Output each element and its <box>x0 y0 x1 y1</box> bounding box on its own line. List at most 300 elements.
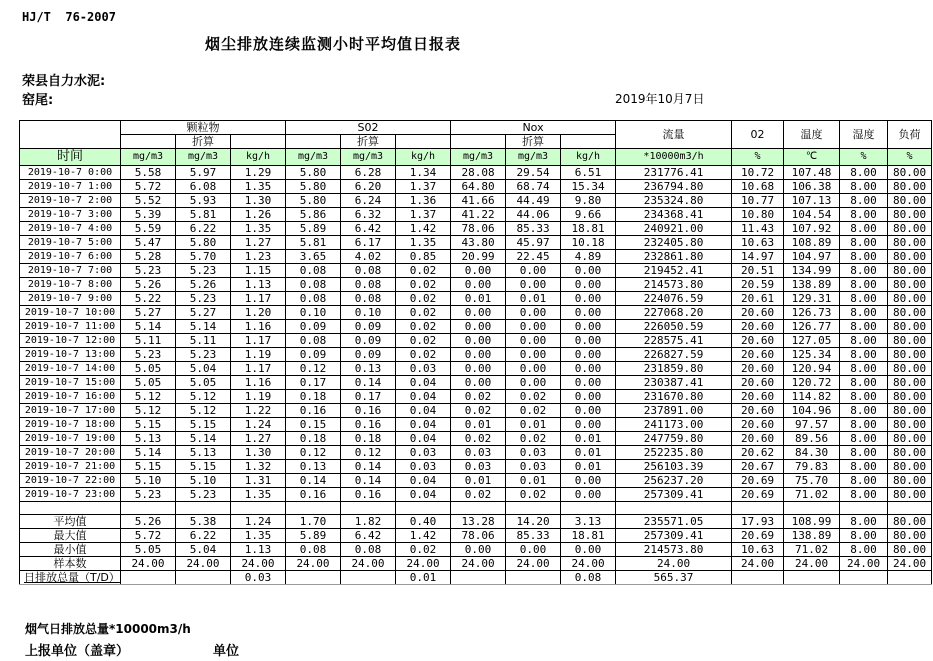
time-cell: 2019-10-7 15:00 <box>20 376 121 390</box>
value-cell: 8.00 <box>840 334 888 348</box>
value-cell: 80.00 <box>888 376 932 390</box>
value-cell: 1.19 <box>231 348 286 362</box>
value-cell: 0.03 <box>506 460 561 474</box>
value-cell: 231859.80 <box>616 362 732 376</box>
value-cell: 5.11 <box>176 334 231 348</box>
value-cell: 106.38 <box>784 180 840 194</box>
summary-value-cell: 0.03 <box>231 571 286 585</box>
unit-load: % <box>888 149 932 166</box>
time-cell: 2019-10-7 1:00 <box>20 180 121 194</box>
value-cell: 5.52 <box>121 194 176 208</box>
summary-value-cell: 24.00 <box>561 557 616 571</box>
summary-value-cell: 24.00 <box>451 557 506 571</box>
value-cell: 20.60 <box>732 320 784 334</box>
summary-value-cell: 1.24 <box>231 515 286 529</box>
value-cell: 20.60 <box>732 418 784 432</box>
value-cell: 20.60 <box>732 306 784 320</box>
value-cell: 80.00 <box>888 208 932 222</box>
value-cell: 0.00 <box>561 264 616 278</box>
value-cell: 0.03 <box>396 362 451 376</box>
value-cell: 5.23 <box>176 292 231 306</box>
value-cell: 0.02 <box>451 404 506 418</box>
value-cell: 8.00 <box>840 306 888 320</box>
value-cell: 5.70 <box>176 250 231 264</box>
value-cell: 0.02 <box>396 334 451 348</box>
value-cell: 5.23 <box>176 348 231 362</box>
value-cell: 0.00 <box>506 376 561 390</box>
table-row <box>20 250 932 264</box>
value-cell: 0.16 <box>286 488 341 502</box>
value-cell: 0.08 <box>341 278 396 292</box>
unit-pm-converted: mg/m3 <box>176 149 231 166</box>
value-cell: 241173.00 <box>616 418 732 432</box>
value-cell: 44.06 <box>506 208 561 222</box>
value-cell: 5.15 <box>176 460 231 474</box>
value-cell: 0.01 <box>561 432 616 446</box>
value-cell: 8.00 <box>840 488 888 502</box>
value-cell: 8.00 <box>840 250 888 264</box>
summary-value-cell: 565.37 <box>616 571 732 585</box>
value-cell: 80.00 <box>888 446 932 460</box>
value-cell: 5.47 <box>121 236 176 250</box>
value-cell: 240921.00 <box>616 222 732 236</box>
summary-label: 最大值 <box>20 529 121 543</box>
value-cell: 28.08 <box>451 166 506 180</box>
value-cell: 0.01 <box>451 474 506 488</box>
value-cell: 5.59 <box>121 222 176 236</box>
summary-value-cell: 8.00 <box>840 515 888 529</box>
value-cell: 1.30 <box>231 446 286 460</box>
value-cell: 1.16 <box>231 376 286 390</box>
value-cell: 41.22 <box>451 208 506 222</box>
summary-value-cell: 78.06 <box>451 529 506 543</box>
summary-value-cell <box>506 571 561 585</box>
value-cell: 20.60 <box>732 348 784 362</box>
value-cell: 1.29 <box>231 166 286 180</box>
value-cell: 227068.20 <box>616 306 732 320</box>
value-cell: 0.02 <box>506 390 561 404</box>
summary-value-cell: 24.00 <box>732 557 784 571</box>
value-cell: 0.18 <box>286 432 341 446</box>
summary-label: 平均值 <box>20 515 121 529</box>
value-cell: 120.94 <box>784 362 840 376</box>
empty-cell <box>121 502 176 515</box>
summary-value-cell: 214573.80 <box>616 543 732 557</box>
value-cell: 228575.41 <box>616 334 732 348</box>
value-cell: 5.80 <box>176 236 231 250</box>
time-cell: 2019-10-7 12:00 <box>20 334 121 348</box>
value-cell: 0.02 <box>451 390 506 404</box>
value-cell: 1.27 <box>231 236 286 250</box>
unit-o2: % <box>732 149 784 166</box>
value-cell: 5.14 <box>176 320 231 334</box>
time-cell: 2019-10-7 9:00 <box>20 292 121 306</box>
summary-value-cell: 24.00 <box>888 557 932 571</box>
value-cell: 107.92 <box>784 222 840 236</box>
table-row <box>20 418 932 432</box>
value-cell: 108.89 <box>784 236 840 250</box>
col-humidity: 湿度 <box>840 121 888 149</box>
value-cell: 219452.41 <box>616 264 732 278</box>
summary-value-cell: 8.00 <box>840 543 888 557</box>
value-cell: 8.00 <box>840 390 888 404</box>
value-cell: 0.00 <box>561 334 616 348</box>
value-cell: 0.02 <box>506 488 561 502</box>
summary-value-cell: 5.38 <box>176 515 231 529</box>
summary-value-cell: 0.08 <box>286 543 341 557</box>
value-cell: 0.12 <box>341 446 396 460</box>
value-cell: 8.00 <box>840 194 888 208</box>
unit-nox-converted: mg/m3 <box>506 149 561 166</box>
value-cell: 4.02 <box>341 250 396 264</box>
value-cell: 236794.80 <box>616 180 732 194</box>
summary-value-cell: 80.00 <box>888 543 932 557</box>
value-cell: 104.96 <box>784 404 840 418</box>
col-o2: 02 <box>732 121 784 149</box>
empty-cell <box>286 502 341 515</box>
col-temperature: 温度 <box>784 121 840 149</box>
value-cell: 1.31 <box>231 474 286 488</box>
value-cell: 1.22 <box>231 404 286 418</box>
page-title: 烟尘排放连续监测小时平均值日报表 <box>205 35 462 53</box>
summary-row <box>20 571 932 585</box>
value-cell: 0.00 <box>506 362 561 376</box>
value-cell: 0.08 <box>341 264 396 278</box>
report-date: 2019年10月7日 <box>615 92 705 106</box>
summary-value-cell: 0.00 <box>506 543 561 557</box>
value-cell: 0.08 <box>286 292 341 306</box>
value-cell: 0.02 <box>396 278 451 292</box>
value-cell: 0.08 <box>286 334 341 348</box>
empty-cell <box>176 502 231 515</box>
value-cell: 15.34 <box>561 180 616 194</box>
value-cell: 0.00 <box>561 404 616 418</box>
value-cell: 230387.41 <box>616 376 732 390</box>
value-cell: 0.14 <box>341 460 396 474</box>
value-cell: 0.18 <box>341 432 396 446</box>
summary-value-cell: 24.00 <box>506 557 561 571</box>
value-cell: 45.97 <box>506 236 561 250</box>
value-cell: 0.14 <box>341 376 396 390</box>
value-cell: 6.08 <box>176 180 231 194</box>
summary-value-cell: 0.08 <box>561 571 616 585</box>
value-cell: 8.00 <box>840 292 888 306</box>
value-cell: 0.18 <box>286 390 341 404</box>
summary-row <box>20 515 932 529</box>
value-cell: 0.00 <box>451 320 506 334</box>
value-cell: 11.43 <box>732 222 784 236</box>
time-cell: 2019-10-7 22:00 <box>20 474 121 488</box>
value-cell: 20.60 <box>732 376 784 390</box>
col-flow: 流量 <box>616 121 732 149</box>
time-cell: 2019-10-7 4:00 <box>20 222 121 236</box>
summary-value-cell: 24.00 <box>396 557 451 571</box>
value-cell: 84.30 <box>784 446 840 460</box>
summary-value-cell: 5.72 <box>121 529 176 543</box>
empty-cell <box>840 502 888 515</box>
value-cell: 1.35 <box>231 180 286 194</box>
value-cell: 44.49 <box>506 194 561 208</box>
value-cell: 10.63 <box>732 236 784 250</box>
summary-value-cell: 24.00 <box>176 557 231 571</box>
summary-value-cell: 20.69 <box>732 529 784 543</box>
value-cell: 235324.80 <box>616 194 732 208</box>
value-cell: 80.00 <box>888 278 932 292</box>
summary-value-cell: 1.82 <box>341 515 396 529</box>
value-cell: 41.66 <box>451 194 506 208</box>
summary-value-cell <box>176 571 231 585</box>
value-cell: 0.00 <box>561 390 616 404</box>
summary-value-cell: 235571.05 <box>616 515 732 529</box>
empty-cell <box>732 502 784 515</box>
unit-nox-mgm3: mg/m3 <box>451 149 506 166</box>
value-cell: 0.01 <box>506 474 561 488</box>
value-cell: 0.00 <box>451 362 506 376</box>
value-cell: 0.14 <box>341 474 396 488</box>
table-row <box>20 320 932 334</box>
summary-value-cell: 108.99 <box>784 515 840 529</box>
value-cell: 5.58 <box>121 166 176 180</box>
time-cell: 2019-10-7 5:00 <box>20 236 121 250</box>
value-cell: 5.80 <box>286 166 341 180</box>
summary-value-cell: 1.35 <box>231 529 286 543</box>
summary-value-cell <box>784 571 840 585</box>
summary-value-cell: 14.20 <box>506 515 561 529</box>
value-cell: 0.09 <box>341 348 396 362</box>
table-row <box>20 404 932 418</box>
value-cell: 8.00 <box>840 446 888 460</box>
time-header-spacer <box>20 121 121 149</box>
empty-cell <box>784 502 840 515</box>
summary-value-cell: 24.00 <box>616 557 732 571</box>
value-cell: 107.13 <box>784 194 840 208</box>
time-cell: 2019-10-7 23:00 <box>20 488 121 502</box>
time-cell: 2019-10-7 17:00 <box>20 404 121 418</box>
header-row-groups <box>20 121 932 135</box>
summary-value-cell: 24.00 <box>121 557 176 571</box>
value-cell: 80.00 <box>888 390 932 404</box>
time-cell: 2019-10-7 16:00 <box>20 390 121 404</box>
value-cell: 5.23 <box>121 264 176 278</box>
value-cell: 0.09 <box>286 348 341 362</box>
value-cell: 20.69 <box>732 488 784 502</box>
value-cell: 0.12 <box>286 446 341 460</box>
value-cell: 8.00 <box>840 264 888 278</box>
value-cell: 0.04 <box>396 488 451 502</box>
summary-label: 日排放总量（T/D） <box>20 571 121 585</box>
value-cell: 125.34 <box>784 348 840 362</box>
value-cell: 18.81 <box>561 222 616 236</box>
value-cell: 0.03 <box>396 460 451 474</box>
value-cell: 138.89 <box>784 278 840 292</box>
summary-value-cell: 5.04 <box>176 543 231 557</box>
table-row <box>20 348 932 362</box>
value-cell: 5.12 <box>121 404 176 418</box>
summary-value-cell: 24.00 <box>784 557 840 571</box>
value-cell: 0.16 <box>341 488 396 502</box>
value-cell: 0.08 <box>286 278 341 292</box>
time-cell: 2019-10-7 6:00 <box>20 250 121 264</box>
value-cell: 0.00 <box>561 376 616 390</box>
value-cell: 8.00 <box>840 208 888 222</box>
value-cell: 0.17 <box>341 390 396 404</box>
value-cell: 20.60 <box>732 404 784 418</box>
col-group-particulate: 颗粒物 <box>121 121 286 135</box>
value-cell: 0.16 <box>341 404 396 418</box>
value-cell: 234368.41 <box>616 208 732 222</box>
value-cell: 85.33 <box>506 222 561 236</box>
value-cell: 5.14 <box>176 432 231 446</box>
value-cell: 0.03 <box>451 460 506 474</box>
value-cell: 10.77 <box>732 194 784 208</box>
value-cell: 1.35 <box>231 222 286 236</box>
value-cell: 8.00 <box>840 432 888 446</box>
value-cell: 6.24 <box>341 194 396 208</box>
value-cell: 120.72 <box>784 376 840 390</box>
value-cell: 29.54 <box>506 166 561 180</box>
value-cell: 1.35 <box>231 488 286 502</box>
unit-humidity: % <box>840 149 888 166</box>
value-cell: 1.37 <box>396 208 451 222</box>
value-cell: 0.00 <box>451 334 506 348</box>
value-cell: 126.73 <box>784 306 840 320</box>
value-cell: 80.00 <box>888 250 932 264</box>
value-cell: 0.00 <box>561 488 616 502</box>
value-cell: 5.05 <box>121 362 176 376</box>
summary-value-cell: 1.70 <box>286 515 341 529</box>
value-cell: 0.00 <box>506 306 561 320</box>
value-cell: 78.06 <box>451 222 506 236</box>
value-cell: 0.00 <box>506 320 561 334</box>
unit-so2-converted: mg/m3 <box>341 149 396 166</box>
value-cell: 224076.59 <box>616 292 732 306</box>
value-cell: 104.97 <box>784 250 840 264</box>
value-cell: 0.00 <box>506 278 561 292</box>
value-cell: 5.12 <box>176 404 231 418</box>
summary-value-cell: 24.00 <box>286 557 341 571</box>
value-cell: 80.00 <box>888 362 932 376</box>
value-cell: 3.65 <box>286 250 341 264</box>
value-cell: 5.15 <box>176 418 231 432</box>
value-cell: 5.14 <box>121 446 176 460</box>
summary-value-cell <box>451 571 506 585</box>
value-cell: 257309.41 <box>616 488 732 502</box>
value-cell: 80.00 <box>888 432 932 446</box>
summary-value-cell: 18.81 <box>561 529 616 543</box>
value-cell: 0.08 <box>286 264 341 278</box>
summary-value-cell <box>840 571 888 585</box>
time-cell: 2019-10-7 0:00 <box>20 166 121 180</box>
value-cell: 6.51 <box>561 166 616 180</box>
value-cell: 5.23 <box>121 488 176 502</box>
value-cell: 0.14 <box>286 474 341 488</box>
value-cell: 1.17 <box>231 292 286 306</box>
value-cell: 5.05 <box>121 376 176 390</box>
value-cell: 6.28 <box>341 166 396 180</box>
value-cell: 1.17 <box>231 362 286 376</box>
value-cell: 8.00 <box>840 348 888 362</box>
report-unit-label: 上报单位（盖章） <box>25 644 130 659</box>
table-row <box>20 362 932 376</box>
value-cell: 0.02 <box>396 292 451 306</box>
summary-label: 样本数 <box>20 557 121 571</box>
value-cell: 5.89 <box>286 222 341 236</box>
value-cell: 5.23 <box>176 488 231 502</box>
value-cell: 5.11 <box>121 334 176 348</box>
value-cell: 0.00 <box>506 334 561 348</box>
value-cell: 0.02 <box>396 306 451 320</box>
value-cell: 1.34 <box>396 166 451 180</box>
value-cell: 0.01 <box>451 418 506 432</box>
value-cell: 1.23 <box>231 250 286 264</box>
converted-label-nox: 折算 <box>506 135 561 149</box>
value-cell: 5.93 <box>176 194 231 208</box>
value-cell: 104.54 <box>784 208 840 222</box>
empty-cell <box>341 502 396 515</box>
value-cell: 5.12 <box>176 390 231 404</box>
value-cell: 0.85 <box>396 250 451 264</box>
summary-value-cell: 13.28 <box>451 515 506 529</box>
value-cell: 0.03 <box>506 446 561 460</box>
value-cell: 80.00 <box>888 306 932 320</box>
col-group-so2: S02 <box>286 121 451 135</box>
summary-value-cell: 1.42 <box>396 529 451 543</box>
value-cell: 8.00 <box>840 460 888 474</box>
summary-row <box>20 543 932 557</box>
empty-cell <box>616 502 732 515</box>
value-cell: 5.81 <box>176 208 231 222</box>
table-row <box>20 432 932 446</box>
value-cell: 0.13 <box>341 362 396 376</box>
table-body <box>20 166 932 585</box>
value-cell: 5.15 <box>121 460 176 474</box>
value-cell: 8.00 <box>840 236 888 250</box>
empty-cell <box>231 502 286 515</box>
summary-value-cell <box>286 571 341 585</box>
value-cell: 5.26 <box>121 278 176 292</box>
table-row <box>20 334 932 348</box>
table-row <box>20 292 932 306</box>
spacer-row <box>20 502 932 515</box>
company-name: 荣县自力水泥: <box>22 74 106 89</box>
value-cell: 5.80 <box>286 180 341 194</box>
value-cell: 5.39 <box>121 208 176 222</box>
converted-label-pm: 折算 <box>176 135 231 149</box>
value-cell: 5.05 <box>176 376 231 390</box>
summary-value-cell: 85.33 <box>506 529 561 543</box>
empty-cell <box>561 502 616 515</box>
value-cell: 0.00 <box>506 264 561 278</box>
table-row <box>20 474 932 488</box>
value-cell: 14.97 <box>732 250 784 264</box>
value-cell: 43.80 <box>451 236 506 250</box>
unit-temperature: ℃ <box>784 149 840 166</box>
station-name: 窑尾: <box>22 93 54 108</box>
time-cell: 2019-10-7 7:00 <box>20 264 121 278</box>
value-cell: 5.27 <box>176 306 231 320</box>
value-cell: 22.45 <box>506 250 561 264</box>
value-cell: 20.62 <box>732 446 784 460</box>
value-cell: 1.13 <box>231 278 286 292</box>
value-cell: 1.26 <box>231 208 286 222</box>
value-cell: 5.23 <box>176 264 231 278</box>
value-cell: 0.16 <box>286 404 341 418</box>
value-cell: 0.08 <box>341 292 396 306</box>
value-cell: 0.00 <box>561 306 616 320</box>
summary-row <box>20 557 932 571</box>
value-cell: 5.23 <box>121 348 176 362</box>
header-row-units <box>20 149 932 166</box>
